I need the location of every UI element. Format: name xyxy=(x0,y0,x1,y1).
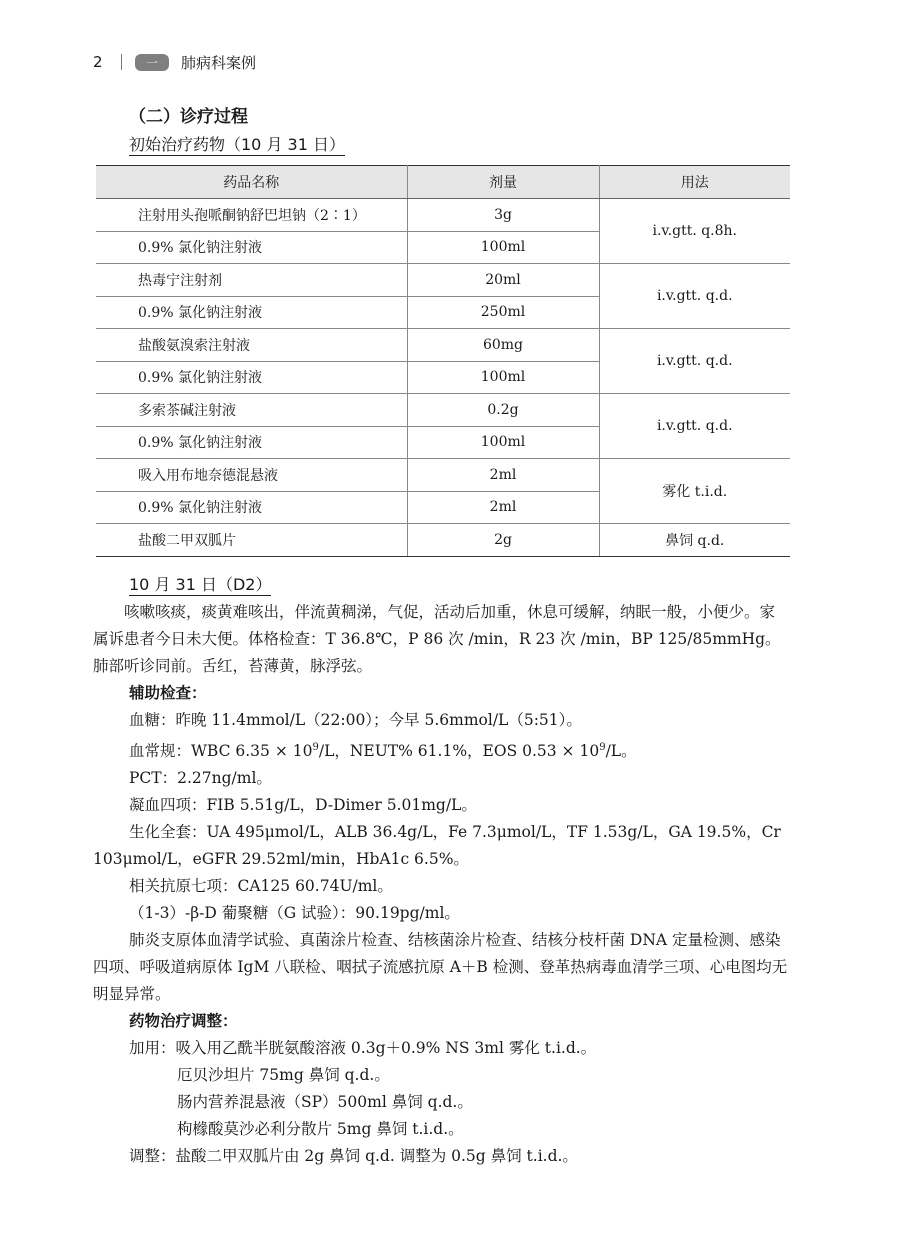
drug-dose: 100ml xyxy=(407,426,599,459)
initial-medication-title xyxy=(129,132,345,155)
header-divider xyxy=(121,54,122,70)
blood-routine-line xyxy=(93,734,790,765)
drug-usage: i.v.gtt. q.d. xyxy=(599,264,790,329)
drug-name: 盐酸氨溴索注射液 xyxy=(96,329,407,362)
drug-dose: 250ml xyxy=(407,296,599,329)
drug-usage: 鼻饲 q.d. xyxy=(599,524,790,557)
drug-dose: 2g xyxy=(407,524,599,557)
symptoms-paragraph: 咳嗽咳痰，痰黄难咳出，伴流黄稠涕，气促，活动后加重，休息可缓解，纳眠一般，小便少。家属诉患者今日未大便。体格检查：T 36.8℃，P 86 次 /min，R 23 次 /min，BP 125/85mmHg。肺部听诊同前。舌红，苔薄黄，脉浮弦。 xyxy=(93,603,781,675)
drug-dose: 3g xyxy=(407,199,599,232)
table-row xyxy=(96,199,790,232)
blood-routine-part-3: /L。 xyxy=(605,742,637,761)
drug-name: 热毒宁注射剂 xyxy=(96,264,407,297)
drug-usage: 雾化 t.i.d. xyxy=(599,459,790,524)
coagulation-line: 凝血四项：FIB 5.51g/L，D-Dimer 5.01mg/L。 xyxy=(129,796,477,815)
header-usage: 用法 xyxy=(599,166,790,199)
drug-dose: 100ml xyxy=(407,231,599,264)
day-title xyxy=(129,572,271,595)
chapter-title: 肺病科案例 xyxy=(181,53,257,72)
drug-name: 0.9% 氯化钠注射液 xyxy=(96,361,407,394)
add-medication-line: 肠内营养混悬液（SP）500ml 鼻饲 q.d.。 xyxy=(177,1093,473,1112)
drug-dose: 2ml xyxy=(407,491,599,524)
drug-name: 注射用头孢哌酮钠舒巴坦钠（2∶1） xyxy=(96,199,407,232)
header-drug-name: 药品名称 xyxy=(96,166,407,199)
superscript-exponent: 9 xyxy=(312,742,319,753)
blood-routine-part-1: 血常规：WBC 6.35 × 10 xyxy=(129,742,313,761)
pct-line: PCT：2.27ng/ml。 xyxy=(129,769,272,788)
drug-usage: i.v.gtt. q.d. xyxy=(599,329,790,394)
adjust-title: 药物治疗调整： xyxy=(129,1012,238,1031)
biochemistry-paragraph: 生化全套：UA 495μmol/L，ALB 36.4g/L，Fe 7.3μmol/L，TF 1.53g/L，GA 19.5%，Cr 103μmol/L，eGFR 29.52ml/min，HbA1c 6.5%。 xyxy=(93,823,781,869)
other-tests-paragraph: 肺炎支原体血清学试验、真菌涂片检查、结核菌涂片检查、结核分枝杆菌 DNA 定量检测、感染四项、呼吸道病原体 IgM 八联检、咽拭子流感抗原 A＋B 检测、登革热病毒血清学三项、心电图均无明显异常。 xyxy=(93,931,788,1004)
drug-usage: i.v.gtt. q.8h. xyxy=(599,199,790,264)
drug-name: 0.9% 氯化钠注射液 xyxy=(96,296,407,329)
antigen-line: 相关抗原七项：CA125 60.74U/ml。 xyxy=(129,877,393,896)
drug-name: 0.9% 氯化钠注射液 xyxy=(96,426,407,459)
drug-name: 吸入用布地奈德混悬液 xyxy=(96,459,407,492)
header-dose: 剂量 xyxy=(407,166,599,199)
day-title-text: 10 月 31 日（D2） xyxy=(129,575,272,594)
drug-name: 0.9% 氯化钠注射液 xyxy=(96,491,407,524)
table-row xyxy=(96,264,790,297)
drug-name: 0.9% 氯化钠注射液 xyxy=(96,231,407,264)
glucose-line: 血糖：昨晚 11.4mmol/L（22:00）；今早 5.6mmol/L（5:51）。 xyxy=(129,711,582,729)
blood-routine-part-2: /L，NEUT% 61.1%，EOS 0.53 × 10 xyxy=(318,742,600,761)
table-row xyxy=(96,524,790,557)
chapter-badge: 一 xyxy=(135,54,169,71)
drug-usage: i.v.gtt. q.d. xyxy=(599,394,790,459)
table-row xyxy=(96,394,790,427)
section-title: （二）诊疗过程 xyxy=(129,107,248,127)
drug-dose: 2ml xyxy=(407,459,599,492)
initial-medication-title-text: 初始治疗药物（10 月 31 日） xyxy=(129,135,345,154)
add-medication-line: 枸橼酸莫沙必利分散片 5mg 鼻饲 t.i.d.。 xyxy=(177,1120,464,1139)
drug-dose: 60mg xyxy=(407,329,599,362)
drug-dose: 20ml xyxy=(407,264,599,297)
page-header xyxy=(93,50,256,74)
drug-dose: 0.2g xyxy=(407,394,599,427)
page-number: 2 xyxy=(93,53,103,71)
aux-exam-title: 辅助检查： xyxy=(129,684,207,702)
glucan-line: （1-3）-β-D 葡聚糖（G 试验）：90.19pg/ml。 xyxy=(129,904,460,923)
drug-name: 盐酸二甲双胍片 xyxy=(96,524,407,557)
add-medication-line: 厄贝沙坦片 75mg 鼻饲 q.d.。 xyxy=(177,1066,390,1085)
drug-name: 多索茶碱注射液 xyxy=(96,394,407,427)
add-medication-line: 加用：吸入用乙酰半胱氨酸溶液 0.3g＋0.9% NS 3ml 雾化 t.i.d.。 xyxy=(129,1039,597,1058)
adjust-medication-line: 调整：盐酸二甲双胍片由 2g 鼻饲 q.d. 调整为 0.5g 鼻饲 t.i.d.。 xyxy=(129,1147,578,1166)
table-row xyxy=(96,459,790,492)
progress-note xyxy=(93,599,790,1170)
medication-table xyxy=(96,165,790,557)
table-header-row xyxy=(96,166,790,199)
table-row xyxy=(96,329,790,362)
drug-dose: 100ml xyxy=(407,361,599,394)
superscript-exponent: 9 xyxy=(599,742,606,753)
